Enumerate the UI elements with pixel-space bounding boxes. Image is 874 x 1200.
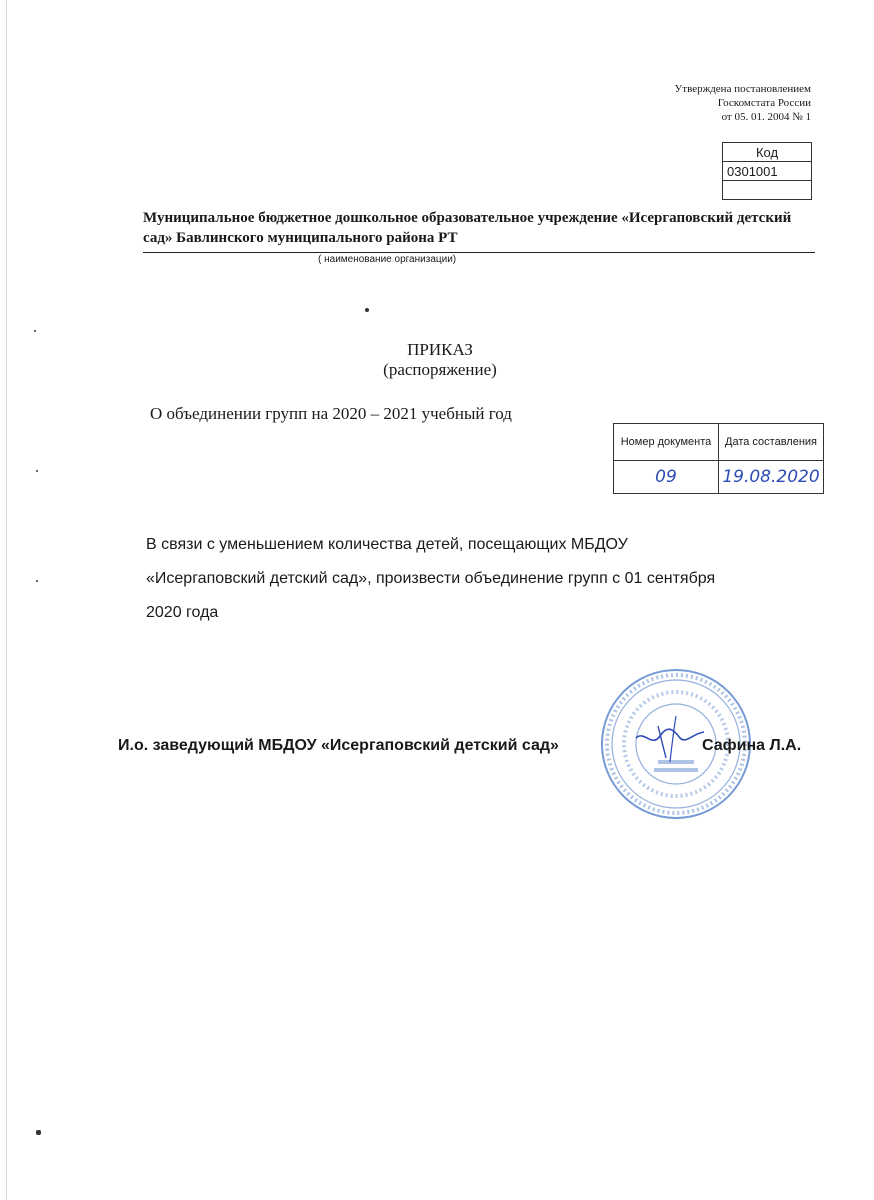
signature-line — [118, 737, 818, 755]
document-number: 09 — [614, 461, 719, 494]
code-label: Код — [723, 143, 812, 162]
speck — [36, 1130, 41, 1135]
approval-line-1: Утверждена постановлением — [674, 83, 811, 95]
organization-caption: ( наименование организации) — [318, 254, 457, 265]
document-number-date-table — [613, 423, 824, 494]
number-header: Номер документа — [614, 424, 719, 461]
code-empty-cell — [723, 181, 812, 200]
approval-line-3: от 05. 01. 2004 № 1 — [721, 111, 811, 123]
speck — [34, 330, 36, 332]
signatory-position: И.о. заведующий МБДОУ «Исергаповский детский сад» — [118, 737, 559, 754]
document-date: 19.08.2020 — [719, 461, 824, 494]
document-title — [330, 340, 550, 380]
order-body — [146, 528, 826, 630]
title-sub: (распоряжение) — [383, 360, 497, 379]
organization-name: Муниципальное бюджетное дошкольное образовательное учреждение «Исергаповский детский сад» Бавлинского муниципального района РТ — [143, 208, 815, 253]
body-line-2: «Исергаповский детский сад», произвести объединение групп с 01 сентября — [146, 570, 716, 587]
approval-note — [560, 82, 811, 124]
date-header: Дата составления — [719, 424, 824, 461]
code-box — [722, 142, 812, 200]
body-line-1: В связи с уменьшением количества детей, посещающих МБДОУ — [146, 536, 628, 553]
body-line-3: 2020 года — [146, 604, 219, 621]
speck — [36, 580, 38, 582]
title-main: ПРИКАЗ — [407, 340, 473, 359]
speck — [365, 308, 369, 312]
code-value: 0301001 — [723, 162, 812, 181]
page-edge — [6, 0, 7, 1200]
document-subject: О объединении групп на 2020 – 2021 учебный год — [150, 404, 512, 423]
speck — [36, 470, 38, 472]
approval-line-2: Госкомстата России — [717, 97, 811, 109]
signatory-name: Сафина Л.А. — [702, 737, 802, 754]
